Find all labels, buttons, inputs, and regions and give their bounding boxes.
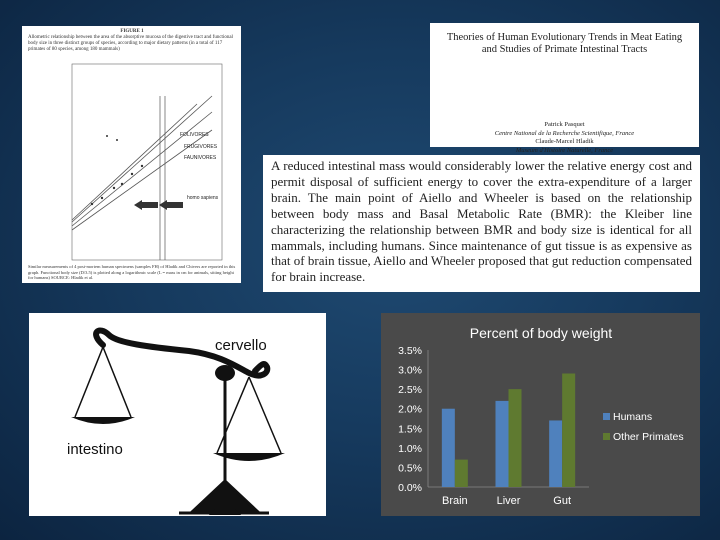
y-tick-label: 1.5% [398,423,422,436]
arrow-left-icon [142,202,158,208]
y-tick-label: 1.0% [398,442,422,455]
bar-gut-other-primates [562,373,575,487]
bar-liver-humans [496,401,509,487]
affiliation-1: Centre National de la Recherche Scientifique, France [494,129,635,137]
legend-swatch [603,413,610,420]
figure-caption-title: FIGURE 1 [120,29,144,34]
quote-text: A reduced intestinal mass would considerably lower the relative energy cost and permit disposal of sufficient energy to cover the extra-expenditure of a larger brain. The main point of Aiello and Wheeler is based on the relationship between body mass and Basal Metabolic Rate (BMR): the Kleiber line characterizing the relationship between BMR and body size is identical for all mammals, including humans. Since maintenance of gut tissue is as expensive as that of brain tissue, Aiello and Wheeler proposed that gut reduction compensated for brain increase. [271,158,692,285]
label-brain: cervello [215,337,267,354]
x-tick-label: Gut [553,495,572,507]
chart-title: Percent of body weight [469,325,613,341]
bar-brain-other-primates [455,460,468,487]
y-tick-label: 3.5% [398,345,422,357]
bar-liver-other-primates [509,389,522,487]
scale-panel [29,313,326,516]
y-tick-label: 0.5% [398,462,422,475]
y-tick-label: 2.5% [398,384,422,397]
legend-label: Other Primates [613,431,684,443]
legend-label: Humans [613,411,653,423]
y-tick-label: 2.0% [398,403,422,416]
y-tick-label: 0.0% [398,482,422,494]
x-tick-label: Liver [496,495,521,507]
figure-panel [22,26,241,283]
chart-panel [381,313,700,516]
group-label-faunivores: FAUNIVORES [184,155,217,161]
affiliation-2: Museum d'Histoire Naturelle, France [515,146,614,154]
paper-title: Theories of Human Evolutionary Trends in Meat Eating and Studies of Primate Intestinal Tracts [446,32,683,55]
author-2: Claude-Marcel Hladik [535,138,594,145]
x-tick-label: Brain [441,495,468,507]
bar-chart [381,313,700,516]
y-tick-label: 3.0% [398,364,422,377]
label-gut: intestino [67,441,123,458]
author-1: Patrick Pasquet [544,121,585,128]
legend-swatch [603,433,610,440]
group-label-frugivores: FRUGIVORES [184,144,218,150]
figure-note: Similar measurements of 4 post-mortem human specimens (samples FH) of Hladik and Chivers are reported in this graph. Functional body size (D/3.5) is plotted along a logarithmic scale (L = mass in cm for animals, sitting height for humans) [28,264,236,280]
homo-sapiens-label: homo sapiens [187,195,219,201]
balance-scale-icon [29,313,326,516]
arrow-right-icon [167,202,183,208]
title-panel [430,23,699,154]
bar-gut-humans [549,420,562,487]
group-label-folivores: FOLIVORES [180,132,209,138]
quote-panel [263,155,700,292]
bar-brain-humans [442,409,455,487]
figure-caption-text: Allometric relationship between the area of the absorptive mucosa of the digestive tract and functional body size in three distinct groups of species, according to major dietary patterns (in a total of 117 primates of 80 species, among 180 mammals) [28,35,233,52]
allometry-graph [22,26,241,283]
figure-source: SOURCE: Hladik et al. [51,275,94,280]
